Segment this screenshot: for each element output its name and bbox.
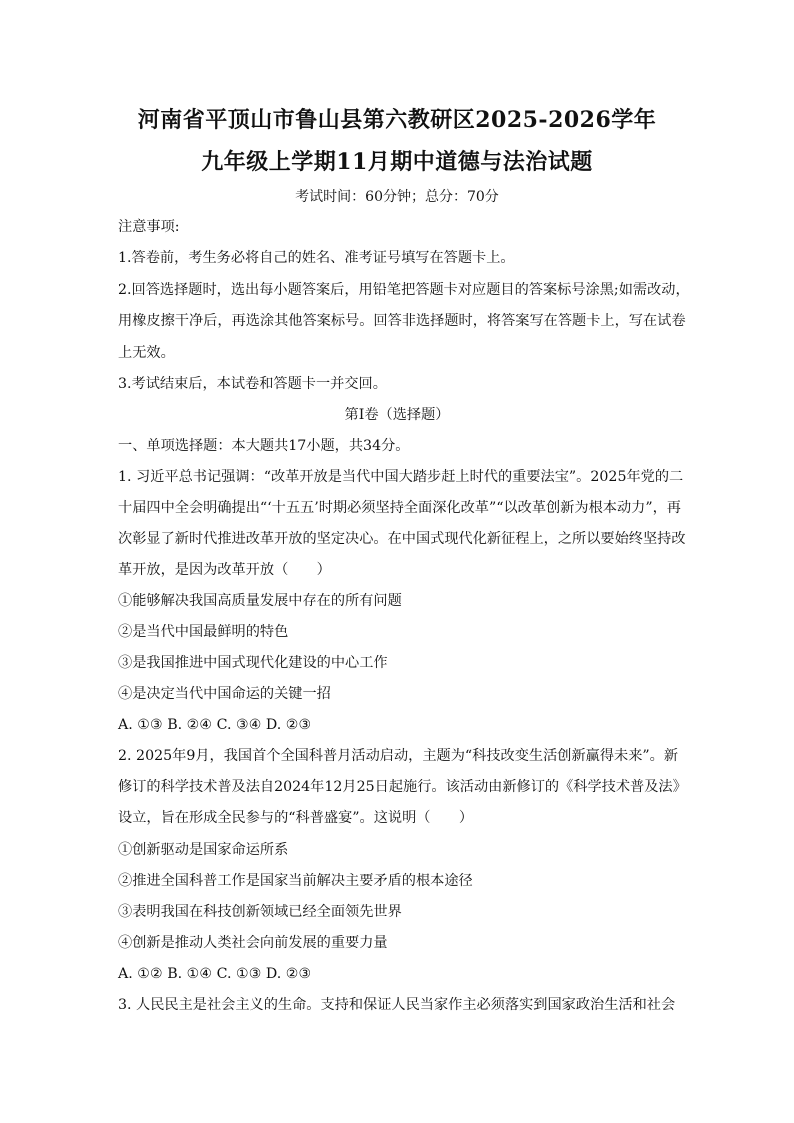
question-2-option: ②推进全国科普工作是国家当前解决主要矛盾的根本途径 [118,873,473,889]
question-2-stem: 修订的科学技术普及法自2024年12月25日起施行。该活动由新修订的《科学技术普及法》 [118,779,687,795]
question-2-stem: 2. 2025年9月，我国首个全国科普月活动启动，主题为“科技改变生活创新赢得未来”。新 [118,748,679,764]
section-title: 第I卷（选择题） [344,407,450,423]
question-1-choices: A. ①③ B. ②④ C. ③④ D. ②③ [118,717,312,733]
question-1-option: ④是决定当代中国命运的关键一招 [118,686,331,702]
exam-info: 考试时间：60分钟；总分：70分 [295,189,499,205]
question-1-option: ②是当代中国最鲜明的特色 [118,624,289,640]
exam-title-line1: 河南省平顶山市鲁山县第六教研区2025-2026学年 [137,107,657,133]
notice-item: 上无效。 [118,345,175,361]
notice-item: 1.答卷前，考生务必将自己的姓名、准考证号填写在答题卡上。 [118,250,515,266]
question-2-option: ③表明我国在科技创新领域已经全面领先世界 [118,904,402,920]
part-heading: 一、单项选择题：本大题共17小题，共34分。 [118,438,410,454]
question-1-stem: 十届四中全会明确提出“‘十五五’时期必须坚持全面深化改革”“以改革创新为根本动力”，再 [118,500,681,516]
question-2-choices: A. ①② B. ①④ C. ①③ D. ②③ [118,966,312,982]
question-1-option: ①能够解决我国高质量发展中存在的所有问题 [118,593,402,609]
notice-heading: 注意事项: [118,219,180,235]
exam-title-line2: 九年级上学期11月期中道德与法治试题 [201,149,593,175]
question-2-option: ④创新是推动人类社会向前发展的重要力量 [118,935,388,951]
question-2-option: ①创新驱动是国家命运所系 [118,842,289,858]
question-1-stem: 革开放，是因为改革开放（ ） [118,562,331,578]
question-1-stem: 次彰显了新时代推进改革开放的坚定决心。在中国式现代化新征程上，之所以要始终坚持改 [118,531,686,547]
question-2-stem: 设立，旨在形成全民参与的“科普盛宴”。这说明（ ） [118,810,474,826]
notice-item: 2.回答选择题时，选出每小题答案后，用铅笔把答题卡对应题目的答案标号涂黑;如需改动， [118,282,690,298]
question-1-option: ③是我国推进中国式现代化建设的中心工作 [118,655,388,671]
notice-item: 用橡皮擦干净后，再选涂其他答案标号。回答非选择题时，将答案写在答题卡上，写在试卷 [118,313,686,329]
question-1-stem: 1. 习近平总书记强调：“改革开放是当代中国大踏步赶上时代的重要法宝”。2025年党的二 [118,469,684,485]
question-3-stem: 3. 人民民主是社会主义的生命。支持和保证人民当家作主必须落实到国家政治生活和社会 [118,997,676,1013]
notice-item: 3.考试结束后，本试卷和答题卡一并交回。 [118,376,387,392]
